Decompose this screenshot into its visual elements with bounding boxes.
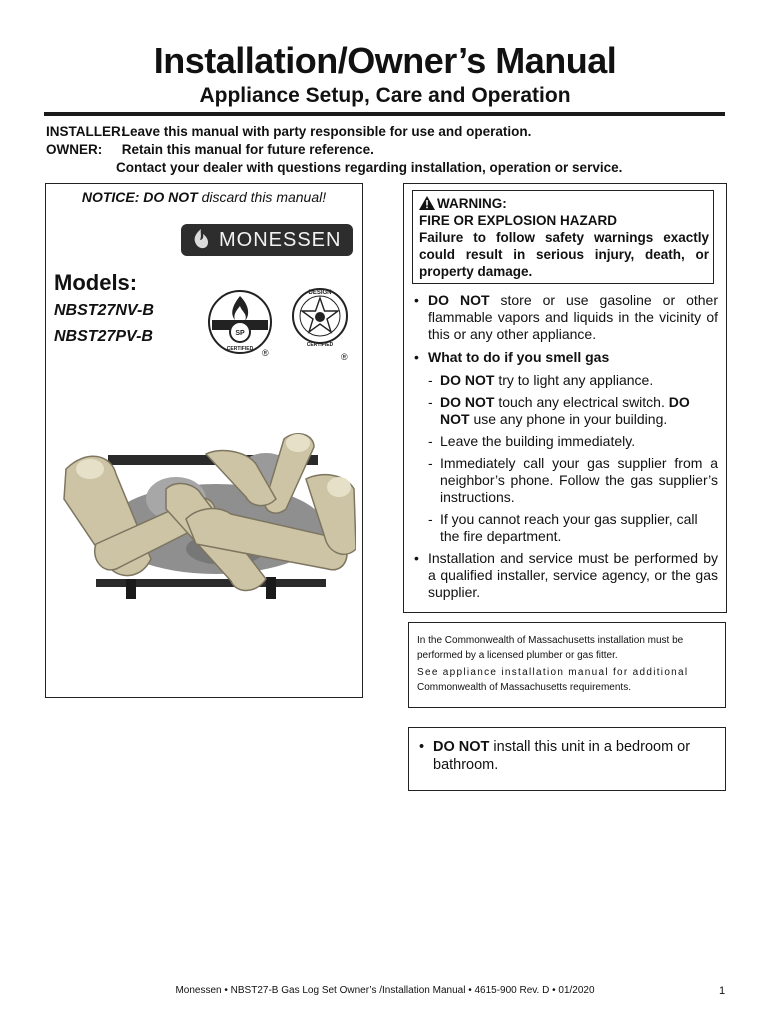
- list-item: - Immediately call your gas supplier from a neighbor’s phone. Follow the gas supplier’s instructions.: [412, 455, 718, 506]
- massachusetts-line: In the Commonwealth of Massachusetts installation must be performed by a licensed plumber or gas fitter.: [417, 635, 684, 661]
- list-item: - Leave the building immediately.: [412, 433, 718, 450]
- list-item: [417, 738, 733, 774]
- notice-text: [46, 189, 362, 205]
- warning-title: WARNING:: [437, 196, 507, 211]
- emphasis: DO NOT: [440, 372, 495, 388]
- model-number: NBST27PV-B: [54, 328, 153, 345]
- page-title: Installation/Owner’s Manual: [153, 40, 617, 81]
- flame-logo-icon: [191, 228, 211, 252]
- warning-statement: Failure to follow safety warnings exactly could result in serious injury, death, or property damage.: [419, 230, 709, 279]
- page-subtitle: Appliance Setup, Care and Operation: [199, 84, 571, 107]
- warning-triangle-icon: [419, 196, 435, 210]
- list-item-text: store or use gasoline or other flammable vapors and liquids in the vicinity of this or any other appliance.: [428, 292, 718, 342]
- warning-hazard: FIRE OR EXPLOSION HAZARD: [419, 213, 618, 228]
- list-item-text: try to light any appliance.: [494, 372, 654, 388]
- notice-bold: NOTICE: DO NOT: [81, 189, 198, 205]
- emphasis: DO NOT: [428, 292, 490, 308]
- notice-rest: discard this manual!: [197, 189, 327, 205]
- emphasis: DO NOT: [440, 394, 495, 410]
- page-footer: Monessen • NBST27-B Gas Log Set Owner’s /Installation Manual • 4615-900 Rev. D • 01/2020: [175, 985, 595, 996]
- bedroom-warning: [408, 727, 726, 791]
- owner-instruction: [46, 141, 374, 159]
- list-item: • Installation and service must be performed by a qualified installer, service agency, or the gas supplier.: [412, 550, 718, 601]
- list-item-text: touch any electrical switch.: [494, 394, 669, 410]
- contact-instruction: Contact your dealer with questions regarding installation, operation or service.: [116, 160, 623, 175]
- svg-text:SP: SP: [235, 330, 245, 337]
- smell-gas-heading: What to do if you smell gas: [428, 349, 610, 365]
- emphasis: DO NOT: [433, 739, 490, 755]
- massachusetts-line: Commonwealth of Massachusetts requirements.: [417, 682, 631, 693]
- cert2-bottom-caption: CERTIFIED: [306, 342, 334, 348]
- page-number: 1: [719, 985, 726, 997]
- list-item: [412, 372, 718, 389]
- cert2-top-caption: DESIGN: [308, 290, 332, 296]
- cover-panel: [45, 183, 363, 698]
- list-item: [412, 292, 718, 343]
- title-divider: [44, 112, 725, 116]
- warning-panel: [403, 183, 727, 613]
- owner-label: OWNER:: [46, 142, 103, 157]
- models-heading: Models:: [54, 270, 138, 295]
- registered-mark: ®: [262, 348, 269, 358]
- massachusetts-notice: [408, 622, 726, 708]
- list-item-text: install this unit in a bedroom or bathroom.: [433, 739, 691, 773]
- emphasis: DO NOT: [440, 394, 690, 427]
- installer-label: INSTALLER:: [46, 124, 126, 139]
- model-number: NBST27NV-B: [54, 302, 154, 319]
- list-item: [412, 349, 718, 366]
- list-item: [412, 394, 718, 428]
- list-item-text: use any phone in your building.: [469, 411, 668, 427]
- registered-mark: ®: [341, 352, 348, 362]
- installer-text: Leave this manual with party responsible for use and operation.: [121, 124, 532, 139]
- warning-header: [412, 190, 714, 284]
- warning-instructions: [412, 292, 718, 607]
- gas-log-set-image: [56, 429, 356, 599]
- owner-text: Retain this manual for future reference.: [121, 142, 374, 157]
- installer-instruction: [46, 123, 531, 141]
- cert1-caption: CERTIFIED: [226, 346, 254, 352]
- brand-name: MONESSEN: [219, 229, 342, 251]
- design-certified-logo-icon: [291, 284, 349, 354]
- massachusetts-line: See appliance installation manual for additional: [417, 667, 689, 678]
- list-item: - If you cannot reach your gas supplier, call the fire department.: [412, 511, 718, 545]
- brand-logo: [181, 224, 353, 256]
